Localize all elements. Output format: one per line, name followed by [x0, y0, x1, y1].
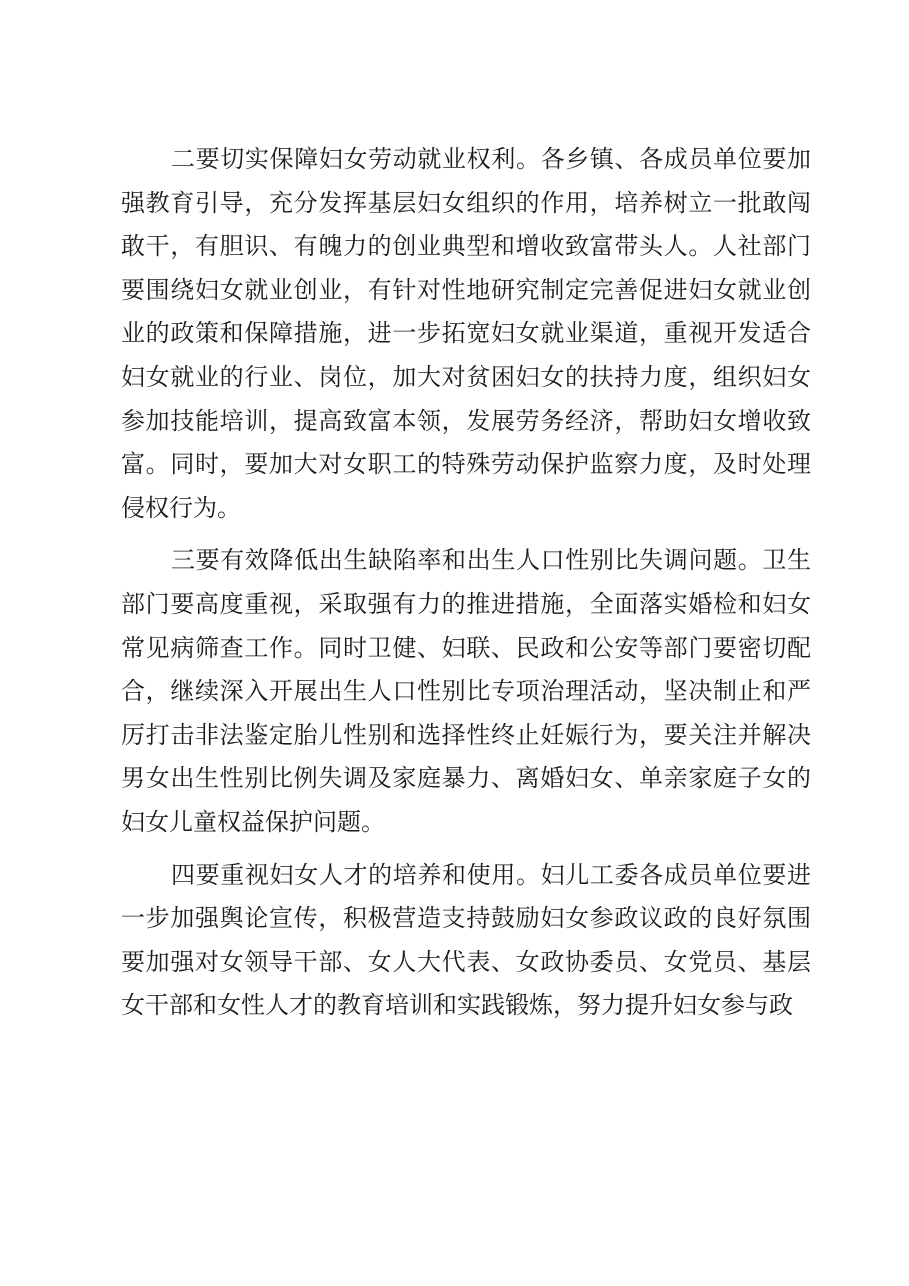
paragraph: [121, 539, 811, 844]
body-text: [121, 138, 811, 1037]
text-line: 参加技能培训，提高致富本领，发展劳务经济，帮助妇女增收致: [121, 406, 811, 435]
text-line: 四要重视妇女人才的培养和使用。妇儿工委各成员单位要进: [171, 860, 811, 889]
text-line: 常见病筛查工作。同时卫健、妇联、民政和公安等部门要密切配: [121, 633, 811, 662]
text-line: 妇女儿童权益保护问题。: [121, 807, 385, 836]
text-line: 一步加强舆论宣传，积极营造支持鼓励妇女参政议政的良好氛围: [121, 904, 811, 933]
text-line: 富。同时，要加大对女职工的特殊劳动保护监察力度，及时处理: [121, 450, 811, 479]
text-line: 要加强对女领导干部、女人大代表、女政协委员、女党员、基层: [121, 947, 811, 976]
text-line: 要围绕妇女就业创业，有针对性地研究制定完善促进妇女就业创: [121, 275, 811, 304]
text-line: 侵权行为。: [121, 493, 241, 522]
text-line: 二要切实保障妇女劳动就业权利。各乡镇、各成员单位要加: [171, 145, 811, 173]
text-line: 业的政策和保障措施，进一步拓宽妇女就业渠道，重视开发适合: [121, 319, 811, 348]
text-line: 女干部和女性人才的教育培训和实践锻炼，努力提升妇女参与政: [121, 991, 793, 1020]
text-line: 厉打击非法鉴定胎儿性别和选择性终止妊娠行为，要关注并解决: [121, 720, 811, 749]
paragraph: [121, 854, 811, 1028]
text-line: 男女出生性别比例失调及家庭暴力、离婚妇女、单亲家庭子女的: [121, 764, 811, 793]
text-line: 部门要高度重视，采取强有力的推进措施，全面落实婚检和妇女: [121, 589, 811, 618]
text-line: 妇女就业的行业、岗位，加大对贫困妇女的扶持力度，组织妇女: [121, 362, 811, 391]
text-line: 强教育引导，充分发挥基层妇女组织的作用，培养树立一批敢闯: [121, 188, 811, 217]
paragraph: [121, 138, 811, 530]
text-line: 三要有效降低出生缺陷率和出生人口性别比失调问题。卫生: [171, 546, 811, 575]
text-line: 合，继续深入开展出生人口性别比专项治理活动，坚决制止和严: [121, 677, 811, 706]
text-line: 敢干，有胆识、有魄力的创业典型和增收致富带头人。人社部门: [121, 232, 811, 261]
